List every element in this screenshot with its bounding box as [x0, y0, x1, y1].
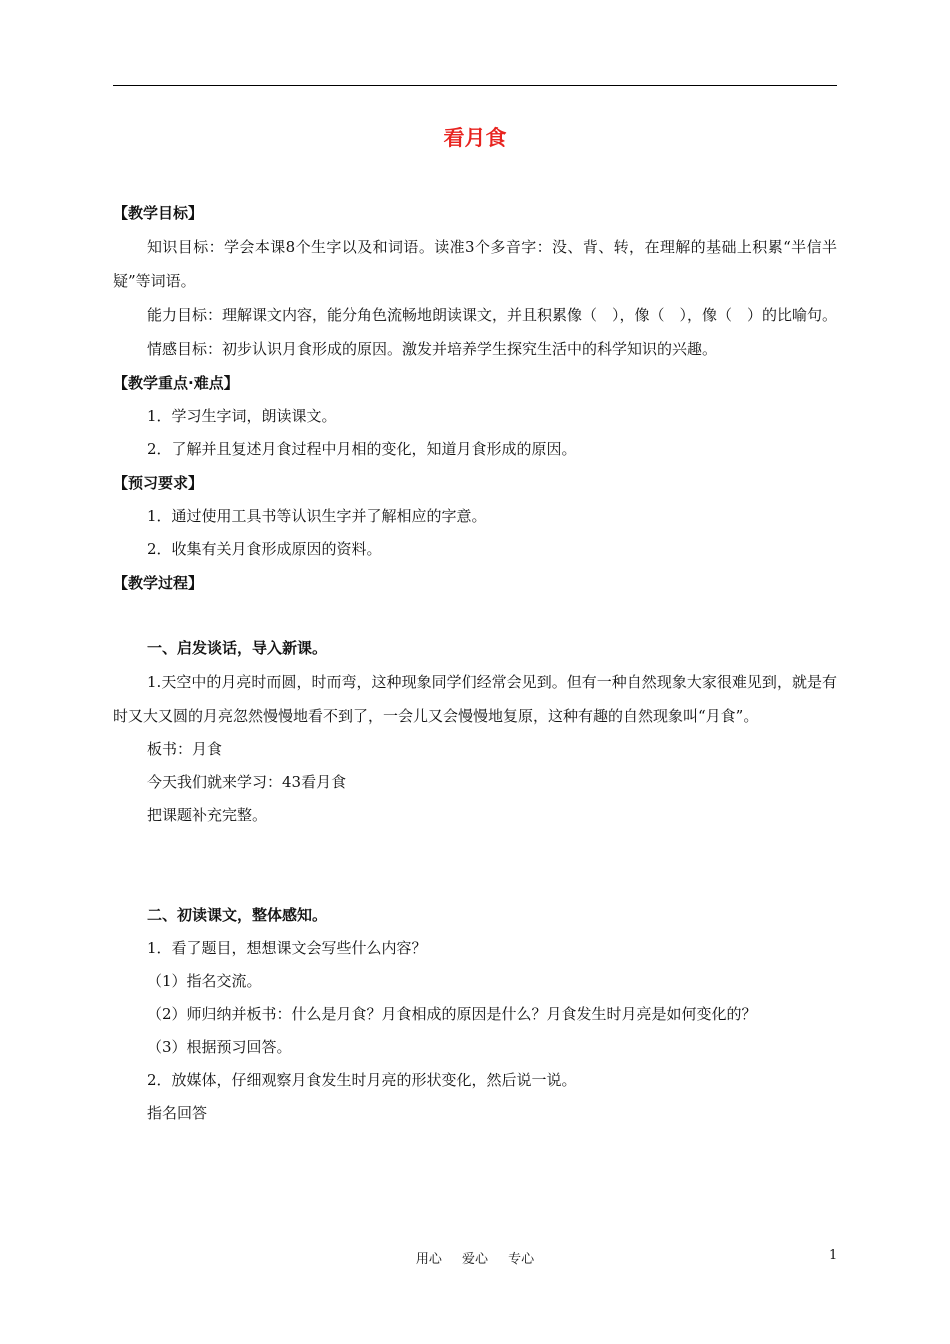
- part1-today: 今天我们就来学习：43看月食: [147, 773, 347, 791]
- part1-board: 板书：月食: [147, 740, 223, 758]
- section-heading-preview: 【预习要求】: [113, 474, 204, 492]
- page-number: 1: [829, 1248, 838, 1263]
- part2-line: 指名回答: [147, 1104, 208, 1122]
- section-heading-objectives: 【教学目标】: [113, 204, 204, 222]
- part2-line: （2）师归纳并板书：什么是月食？月食相成的原因是什么？月食发生时月亮是如何变化的？: [147, 1005, 757, 1023]
- part1-heading: 一、启发谈话，导入新课。: [147, 639, 328, 657]
- header-rule: [113, 85, 837, 86]
- document-title: 看月食: [443, 126, 507, 150]
- part2-line: 1．看了题目，想想课文会写些什么内容？: [147, 939, 427, 957]
- part2-line: 2．放媒体，仔细观察月食发生时月亮的形状变化，然后说一说。: [147, 1071, 577, 1089]
- part2-line: （1）指名交流。: [147, 972, 262, 990]
- part2-line: （3）根据预习回答。: [147, 1038, 292, 1056]
- page-footer: 用心 爱心 专心: [415, 1252, 535, 1267]
- focus-item: 2．了解并且复述月食过程中月相的变化，知道月食形成的原因。: [147, 440, 577, 458]
- document-body: [113, 196, 837, 1130]
- part1-paragraph: 1.天空中的月亮时而圆，时而弯，这种现象同学们经常会见到。但有一种自然现象大家很难见到，就是有时又大又圆的月亮忽然慢慢地看不到了，一会儿又会慢慢地复原，这种有趣的自然现象叫“月食”。: [113, 673, 837, 725]
- preview-item: 1．通过使用工具书等认识生字并了解相应的字意。: [147, 507, 487, 525]
- part2-heading: 二、初读课文，整体感知。: [147, 906, 328, 924]
- objective-ability: 能力目标：理解课文内容，能分角色流畅地朗读课文，并且积累像（ ），像（ ），像（ ）的比喻句。: [147, 306, 838, 324]
- focus-item: 1．学习生字词，朗读课文。: [147, 407, 337, 425]
- objective-emotion: 情感目标：初步认识月食形成的原因。激发并培养学生探究生活中的科学知识的兴趣。: [147, 340, 718, 358]
- section-heading-focus: 【教学重点·难点】: [113, 374, 239, 392]
- section-heading-process: 【教学过程】: [113, 574, 204, 592]
- preview-item: 2．收集有关月食形成原因的资料。: [147, 540, 382, 558]
- objective-knowledge: 知识目标：学会本课8个生字以及和词语。读准3个多音字：没、背、转，在理解的基础上积累“半信半疑”等词语。: [113, 238, 837, 290]
- part1-complete: 把课题补充完整。: [147, 806, 268, 824]
